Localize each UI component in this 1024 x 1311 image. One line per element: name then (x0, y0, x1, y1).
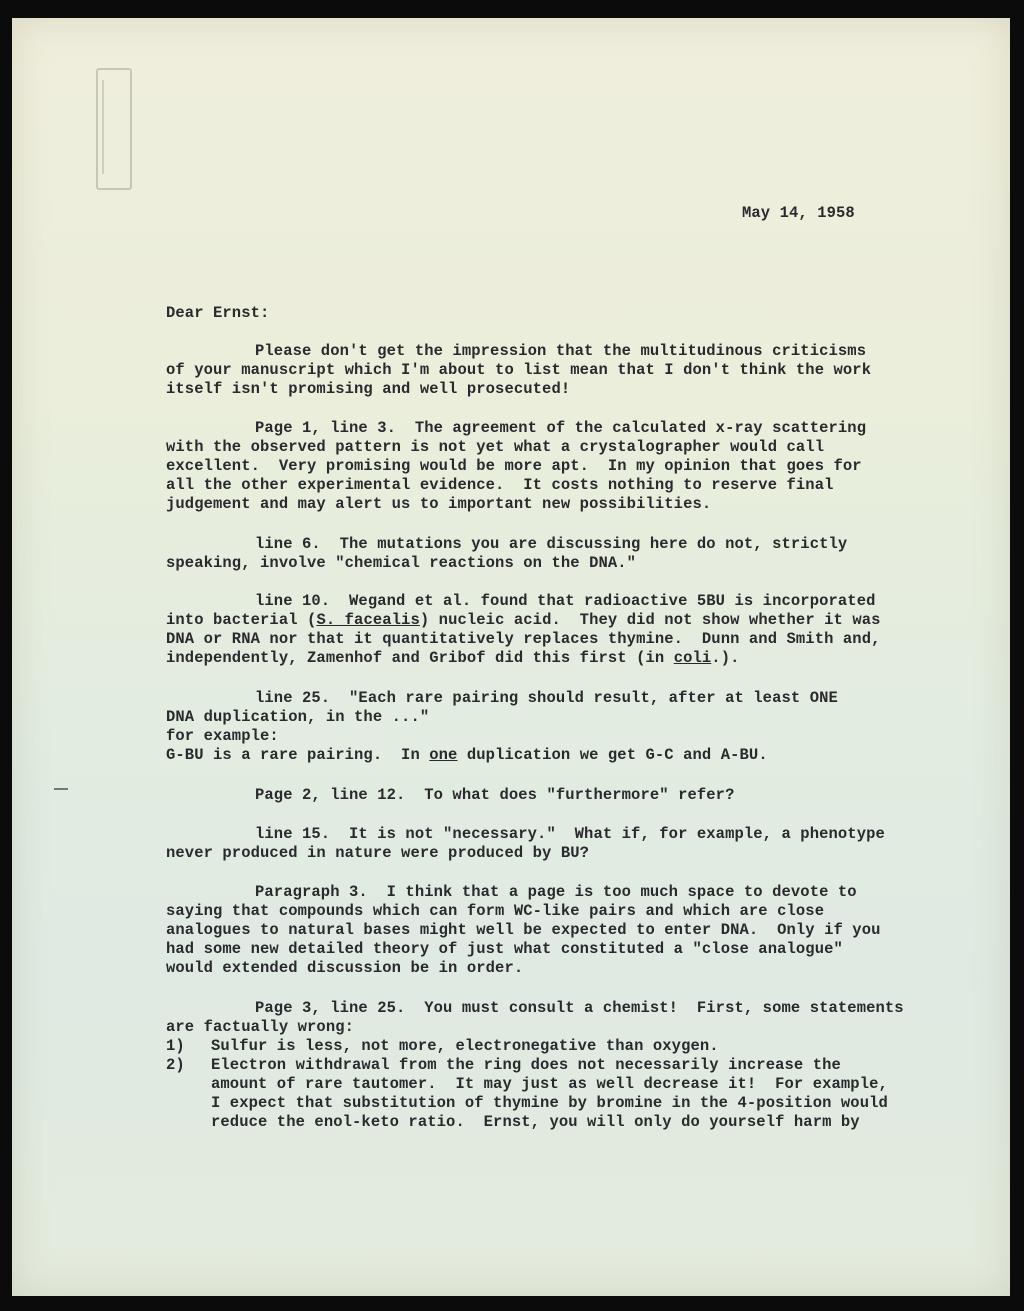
paragraph-line: line 25. "Each rare pairing should result, after at least ONE (255, 689, 838, 707)
paragraph-line: all the other experimental evidence. It costs nothing to reserve final (166, 476, 834, 494)
paragraph-line: for example: (166, 727, 279, 745)
list-item-line: I expect that substitution of thymine by bromine in the 4-position would (211, 1094, 888, 1112)
text-run: G-BU is a rare pairing. In (166, 746, 430, 764)
paragraph-line: of your manuscript which I'm about to list mean that I don't think the work (166, 361, 872, 379)
paragraph-line (166, 611, 881, 629)
underlined-term: one (429, 746, 458, 764)
underlined-term: S. facealis (316, 611, 420, 629)
paragraph-line: Page 2, line 12. To what does "furthermore" refer? (255, 786, 735, 804)
paragraph-line: line 6. The mutations you are discussing here do not, strictly (255, 535, 848, 553)
letter-date: May 14, 1958 (742, 204, 855, 222)
list-number: 2) (166, 1056, 185, 1074)
text-run: .). (711, 649, 740, 667)
paragraph-line: judgement and may alert us to important new possibilities. (166, 495, 712, 513)
text-run: independently, Zamenhof and Gribof did this first (in (166, 649, 674, 667)
paragraph-line (166, 746, 768, 764)
letter-page (12, 18, 1010, 1296)
salutation: Dear Ernst: (166, 304, 270, 322)
paragraph-line: DNA or RNA nor that it quantitatively replaces thymine. Dunn and Smith and, (166, 630, 881, 648)
paragraph-line: DNA duplication, in the ..." (166, 708, 430, 726)
text-run: ) nucleic acid. They did not show whether it was (419, 611, 881, 629)
list-item-line: Electron withdrawal from the ring does not necessarily increase the (211, 1056, 841, 1074)
paragraph-line: line 10. Wegand et al. found that radioactive 5BU is incorporated (255, 592, 876, 610)
paragraph-line: with the observed pattern is not yet what a crystalographer would call (166, 438, 825, 456)
letter-body (12, 18, 1010, 1296)
paragraph-line: speaking, involve "chemical reactions on the DNA." (166, 554, 637, 572)
paragraph-line: Paragraph 3. I think that a page is too much space to devote to (255, 883, 857, 901)
paragraph-line: are factually wrong: (166, 1018, 355, 1036)
list-item-line: reduce the enol-keto ratio. Ernst, you will only do yourself harm by (211, 1113, 860, 1131)
paragraph-line: itself isn't promising and well prosecuted! (166, 380, 571, 398)
list-number: 1) (166, 1037, 185, 1055)
list-item-line: Sulfur is less, not more, electronegative than oxygen. (211, 1037, 719, 1055)
paragraph-line: Page 3, line 25. You must consult a chemist! First, some statements (255, 999, 904, 1017)
paragraph-line: Page 1, line 3. The agreement of the calculated x-ray scattering (255, 419, 867, 437)
paragraph-line (166, 649, 740, 667)
list-item-line: amount of rare tautomer. It may just as well decrease it! For example, (211, 1075, 888, 1093)
paragraph-line: line 15. It is not "necessary." What if, for example, a phenotype (255, 825, 885, 843)
underlined-term: coli (673, 649, 712, 667)
paragraph-line: analogues to natural bases might well be expected to enter DNA. Only if you (166, 921, 881, 939)
paragraph-line: would extended discussion be in order. (166, 959, 524, 977)
paragraph-line: never produced in nature were produced by BU? (166, 844, 590, 862)
paragraph-line: had some new detailed theory of just what constituted a "close analogue" (166, 940, 843, 958)
paragraph-line: saying that compounds which can form WC-like pairs and which are close (166, 902, 825, 920)
paragraph-line: excellent. Very promising would be more apt. In my opinion that goes for (166, 457, 862, 475)
paragraph-line: Please don't get the impression that the multitudinous criticisms (255, 342, 867, 360)
text-run: duplication we get G-C and A-BU. (457, 746, 768, 764)
text-run: into bacterial ( (166, 611, 317, 629)
